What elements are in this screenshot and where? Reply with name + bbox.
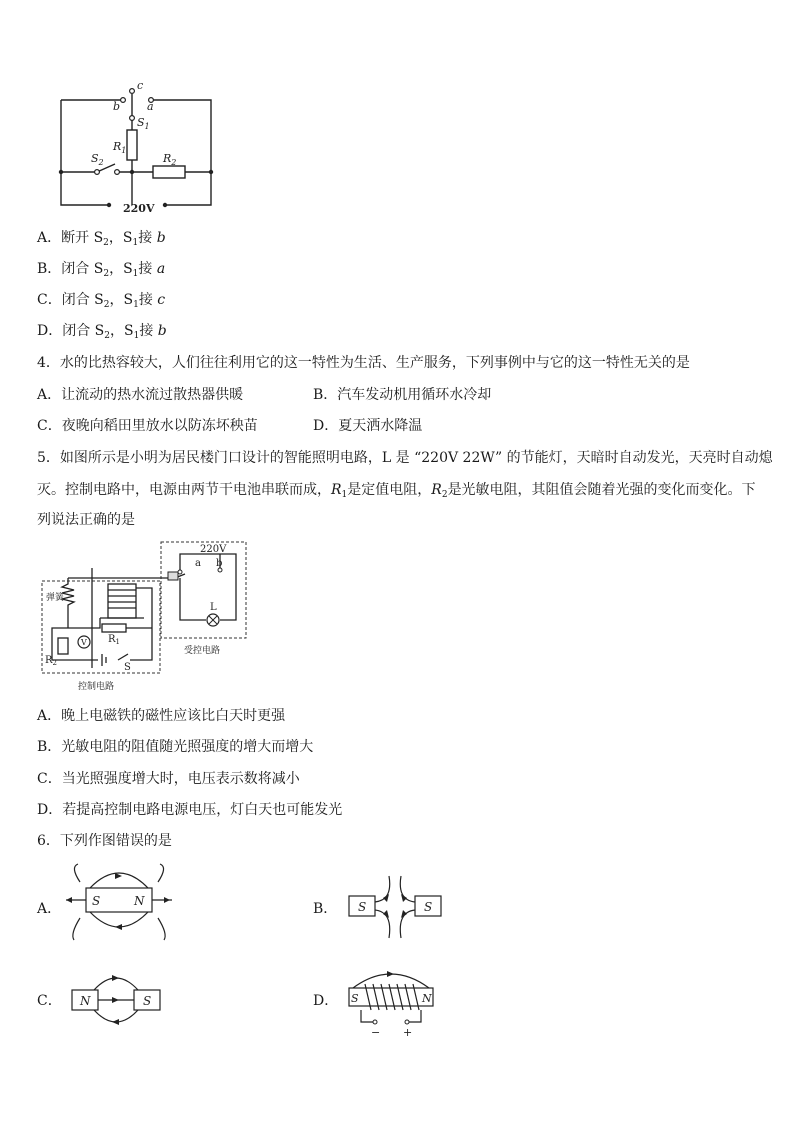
q5-label-b: b (216, 558, 223, 569)
q5-option-b: B．光敏电阻的阻值随光照强度的增大而增大 (37, 739, 314, 755)
q4-option-d: D．夏天洒水降温 (313, 418, 423, 434)
q3-circuit-figure (55, 80, 220, 215)
q6-option-c-figure (68, 972, 168, 1028)
q6-option-b-letter: B． (313, 901, 338, 917)
q6-d-terminal-plus: + (403, 1026, 413, 1039)
q3-label-s1: $S_1$ (137, 116, 150, 131)
q5-label-voltmeter: V (81, 638, 87, 647)
q3-label-s2: $S_2$ (91, 152, 104, 167)
q5-stem-line3: 列说法正确的是 (37, 512, 135, 528)
q5-label-a: a (195, 558, 201, 569)
q5-label-lamp: L (210, 602, 217, 613)
q5-label-control: 控制电路 (78, 682, 115, 692)
q3-option-d: D．闭合 $S_2$，$S_1$接 b (37, 323, 167, 341)
q3-label-c: c (137, 80, 144, 92)
q3-label-b: b (113, 100, 121, 113)
q6-d-pole-right: N (422, 992, 432, 1005)
q5-label-controlled: 受控电路 (184, 646, 221, 656)
q5-option-d: D．若提高控制电路电源电压，灯白天也可能发光 (37, 802, 343, 818)
q3-label-a: a (147, 100, 154, 113)
q5-label-switch: S (124, 662, 131, 673)
q6-option-d-figure (343, 966, 439, 1040)
q3-option-c: C．闭合 $S_2$，$S_1$接 c (37, 292, 166, 310)
q5-label-r2: $R_2$ (45, 655, 57, 667)
q3-label-supply: 220V (123, 202, 155, 215)
q6-option-b-figure (345, 872, 445, 942)
q5-label-spring: 弹簧 (46, 593, 65, 603)
q6-option-a-figure (60, 862, 180, 942)
q6-option-d-letter: D． (313, 993, 339, 1009)
q4-option-c: C．夜晚向稻田里放水以防冻坏秧苗 (37, 418, 258, 434)
q6-d-terminal-minus: − (371, 1026, 381, 1039)
q6-stem: 6．下列作图错误的是 (37, 833, 172, 849)
q6-option-a-letter: A． (37, 901, 62, 917)
q3-option-b: B．闭合 $S_2$，$S_1$接 a (37, 261, 166, 279)
q3-label-r1: $R_1$ (113, 140, 127, 155)
q6-d-pole-left: S (351, 992, 359, 1005)
q3-option-a: A．断开 $S_2$，$S_1$接 b (37, 230, 166, 248)
q5-option-c: C．当光照强度增大时，电压表示数将减小 (37, 771, 300, 787)
q5-relay-circuit-figure (40, 538, 250, 696)
q6-option-c-letter: C． (37, 993, 62, 1009)
q5-label-r1: $R_1$ (108, 634, 120, 646)
q6-b-pole-left: S (358, 900, 367, 914)
q6-a-pole-left: S (92, 894, 101, 908)
q5-stem-line2: 灭。控制电路中，电源由两节干电池串联而成，$R_1$是定值电阻，$R_2$是光敏电阻，其阻值会随着光强的变化而变化。下 (37, 482, 756, 500)
q6-c-pole-right: S (143, 994, 152, 1008)
q4-option-b: B．汽车发动机用循环水冷却 (313, 387, 492, 403)
q6-a-pole-right: N (134, 894, 145, 908)
q6-b-pole-right: S (424, 900, 433, 914)
q6-c-pole-left: N (80, 994, 91, 1008)
q4-stem: 4．水的比热容较大，人们往往利用它的这一特性为生活、生产服务，下列事例中与它的这一特性无关的是 (37, 355, 690, 371)
q5-label-supply: 220V (200, 544, 227, 555)
q5-option-a: A．晚上电磁铁的磁性应该比白天时更强 (37, 708, 286, 724)
q5-stem-line1: 5．如图所示是小明为居民楼门口设计的智能照明电路，L 是 “220V 22W” 的节能灯，天暗时自动发光，天亮时自动熄 (37, 450, 773, 466)
q3-label-r2: $R_2$ (163, 152, 177, 167)
q4-option-a: A．让流动的热水流过散热器供暖 (37, 387, 244, 403)
